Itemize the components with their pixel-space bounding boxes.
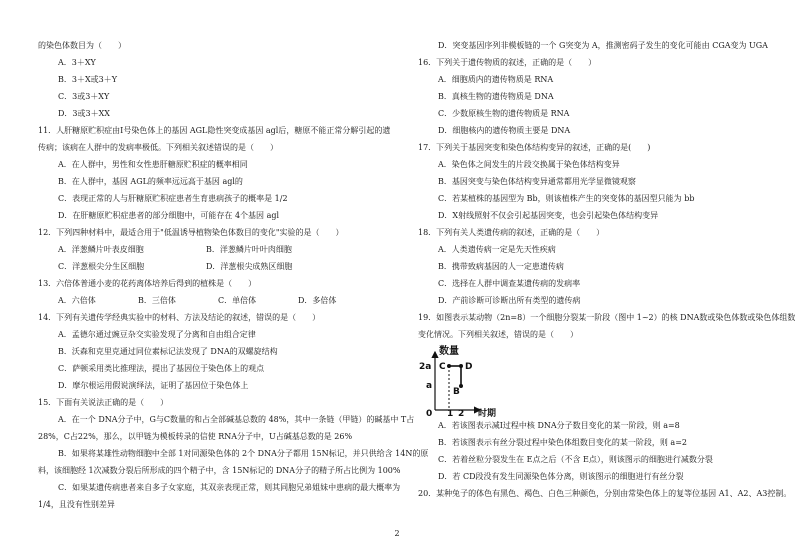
q14-option-a: A．孟德尔通过豌豆杂交实验发现了分离和自由组合定律	[58, 330, 256, 339]
q20-stem: 20．某种兔子的体色有黑色、褐色、白色三种颜色，分别由常染色体上的复等位基因 A1、A2、A3控制。	[418, 489, 792, 498]
q10-option-b: B．3＋X或3＋Y	[58, 75, 118, 84]
q19-stem-line1: 19．如图表示某动物（2n=8）一个细胞分裂某一阶段（图中 1~2）的核 DNA数或染色体数或染色体组数	[418, 313, 795, 322]
point-d-label: D	[465, 362, 473, 372]
q12-option-a: A．洋葱鳞片叶表皮细胞	[58, 245, 144, 254]
q15-option-a-line1: A．在一个 DNA分子中，G与C数量的和占全部碱基总数的 48%，其中一条链（甲链）的碱基中 T占	[58, 415, 415, 424]
q17-option-c: C．若某植株的基因型为 Bb，则该植株产生的突变体的基因型只能为 bb	[438, 194, 695, 203]
x-tick-2: 2	[458, 409, 465, 419]
q18-option-a: A．人类遗传病一定是先天性疾病	[438, 245, 556, 254]
q19-stem-line2: 变化情况。下列相关叙述，错误的是（ ）	[418, 330, 578, 339]
q13-option-b: B．三倍体	[138, 296, 176, 305]
q15-option-c-line2: 1/4，且没有性别差异	[38, 500, 115, 509]
y-tick-2a: 2a	[419, 362, 432, 372]
q12-option-d: D．洋葱根尖成熟区细胞	[206, 262, 293, 271]
q12-option-c: C．洋葱根尖分生区细胞	[58, 262, 145, 271]
q13-option-c: C．单倍体	[218, 296, 257, 305]
q11-option-b: B．在人群中，基因 AGL的频率远远高于基因 agl的	[58, 177, 243, 186]
q18-stem: 18．下列有关人类遗传病的叙述，正确的是（ ）	[418, 228, 605, 237]
q12-options-row2	[38, 261, 378, 273]
x-axis-title: 时期	[478, 409, 497, 419]
q13-option-a: A．六倍体	[58, 296, 96, 305]
q12-options-row1	[38, 244, 378, 256]
q15-option-d: D．突变基因序列非模板链的一个 G突变为 A，推测密码子发生的变化可能由 CGA变为 UGA	[438, 41, 768, 50]
q18-option-b: B．携带致病基因的人一定患遗传病	[438, 262, 564, 271]
q10-option-a: A．3＋XY	[58, 58, 96, 67]
point-d-marker	[459, 364, 463, 368]
q17-option-a: A．染色体之间发生的片段交换属于染色体结构变异	[438, 160, 620, 169]
q16-option-c: C．少数原核生物的遗传物质是 RNA	[438, 109, 570, 118]
q18-option-d: D．产前诊断可诊断出所有类型的遗传病	[438, 296, 581, 305]
q14-option-d: D．摩尔根运用假说演绎法，证明了基因位于染色体上	[58, 381, 249, 390]
q19-option-c: C．若着丝粒分裂发生在 E点之后（不含 E点），则该图示的细胞进行减数分裂	[438, 455, 713, 464]
q15-option-c-line1: C．如果某遗传病患者来自多子女家庭，其双亲表现正常，则其同胞兄弟姐妹中患病的最大概率为	[58, 483, 401, 492]
point-b-label: B	[453, 387, 460, 397]
q19-graph	[418, 346, 528, 419]
q16-option-b: B．真核生物的遗传物质是 DNA	[438, 92, 554, 101]
page-number: 2	[394, 529, 400, 538]
q16-option-d: D．细胞核内的遗传物质主要是 DNA	[438, 126, 571, 135]
q13-option-d: D．多倍体	[298, 296, 337, 305]
q10-option-d: D．3或3＋XX	[58, 109, 110, 118]
right-column	[418, 40, 795, 505]
point-c-marker	[447, 364, 451, 368]
q17-option-b: B．基因突变与染色体结构变异通常都用光学显微镜观察	[438, 177, 636, 186]
q10-stem-tail: 的染色体数目为（ ）	[38, 41, 126, 50]
y-tick-a: a	[426, 381, 433, 391]
q11-option-a: A．在人群中，男性和女性患肝糖原贮积症的概率相同	[58, 160, 248, 169]
x-tick-1: 1	[447, 409, 454, 419]
q10-option-c: C．3或3＋XY	[58, 92, 110, 101]
q11-option-c: C．表现正常的人与肝糖原贮积症患者生育患病孩子的概率是 1/2	[58, 194, 288, 203]
q16-option-a: A．细胞质内的遗传物质是 RNA	[438, 75, 554, 84]
q15-option-b-line1: B．如果将某雄性动物细胞中全部 1对同源染色体的 2个 DNA分子都用 15N标记，并只供给含 14N的原	[58, 449, 429, 458]
q15-option-a-line2: 28%，C占22%，那么，以甲链为模板转录的信使 RNA分子中，U占碱基总数的是 26%	[38, 432, 353, 441]
q19-figure	[418, 346, 528, 419]
q12-option-b: B．洋葱鳞片叶叶肉细胞	[206, 245, 292, 254]
q17-option-d: D．X射线照射不仅会引起基因突变，也会引起染色体结构变异	[438, 211, 659, 220]
q14-option-c: C．萨顿采用类比推理法，提出了基因位于染色体上的观点	[58, 364, 265, 373]
q18-option-c: C．选择在人群中调查某遗传病的发病率	[438, 279, 581, 288]
q17-stem: 17．下列关于基因突变和染色体结构变异的叙述，正确的是( )	[418, 143, 651, 152]
q14-option-b: B．沃森和克里克通过同位素标记法发现了 DNA的双螺旋结构	[58, 347, 278, 356]
q13-stem: 13．六倍体普通小麦的花药离体培养后得到的植株是（ ）	[38, 279, 257, 288]
q15-stem: 15．下面有关说法正确的是（ ）	[38, 398, 169, 407]
q19-option-d: D．若 CD段没有发生同源染色体分离，则该图示的细胞进行有丝分裂	[438, 472, 684, 481]
y-axis-title: 数量	[439, 346, 459, 357]
q13-options-row	[38, 295, 378, 307]
origin-label: 0	[426, 409, 433, 419]
q11-stem-line2: 传病；该病在人群中的发病率极低。下列相关叙述错误的是（ ）	[38, 143, 278, 152]
q19-option-b: B．若该图表示有丝分裂过程中染色体组数目变化的某一阶段，则 a=2	[438, 438, 687, 447]
q14-stem: 14．下列有关遗传学经典实验中的材料、方法及结论的叙述，错误的是（ ）	[38, 313, 321, 322]
q15-option-b-line2: 料，该细胞经 1次减数分裂后所形成的四个精子中，含 15N标记的 DNA分子的精子所占比例为 100%	[38, 466, 401, 475]
point-c-label: C	[439, 362, 446, 372]
q11-option-d: D．在肝糖原贮积症患者的部分细胞中，可能存在 4个基因 agl	[58, 211, 280, 220]
q11-stem-line1: 11．人肝糖原贮积症由Ⅰ号染色体上的基因 AGL隐性突变成基因 agl后，糖原不能正常分解引起的遗	[38, 126, 391, 135]
q19-option-a: A．若该图表示减Ⅰ过程中核 DNA分子数目变化的某一阶段，则 a=8	[438, 421, 680, 430]
q12-stem: 12．下列四种材料中，最适合用于"低温诱导植物染色体数目的变化"实验的是（ ）	[38, 228, 344, 237]
q16-stem: 16．下列关于遗传物质的叙述，正确的是（ ）	[418, 58, 597, 67]
